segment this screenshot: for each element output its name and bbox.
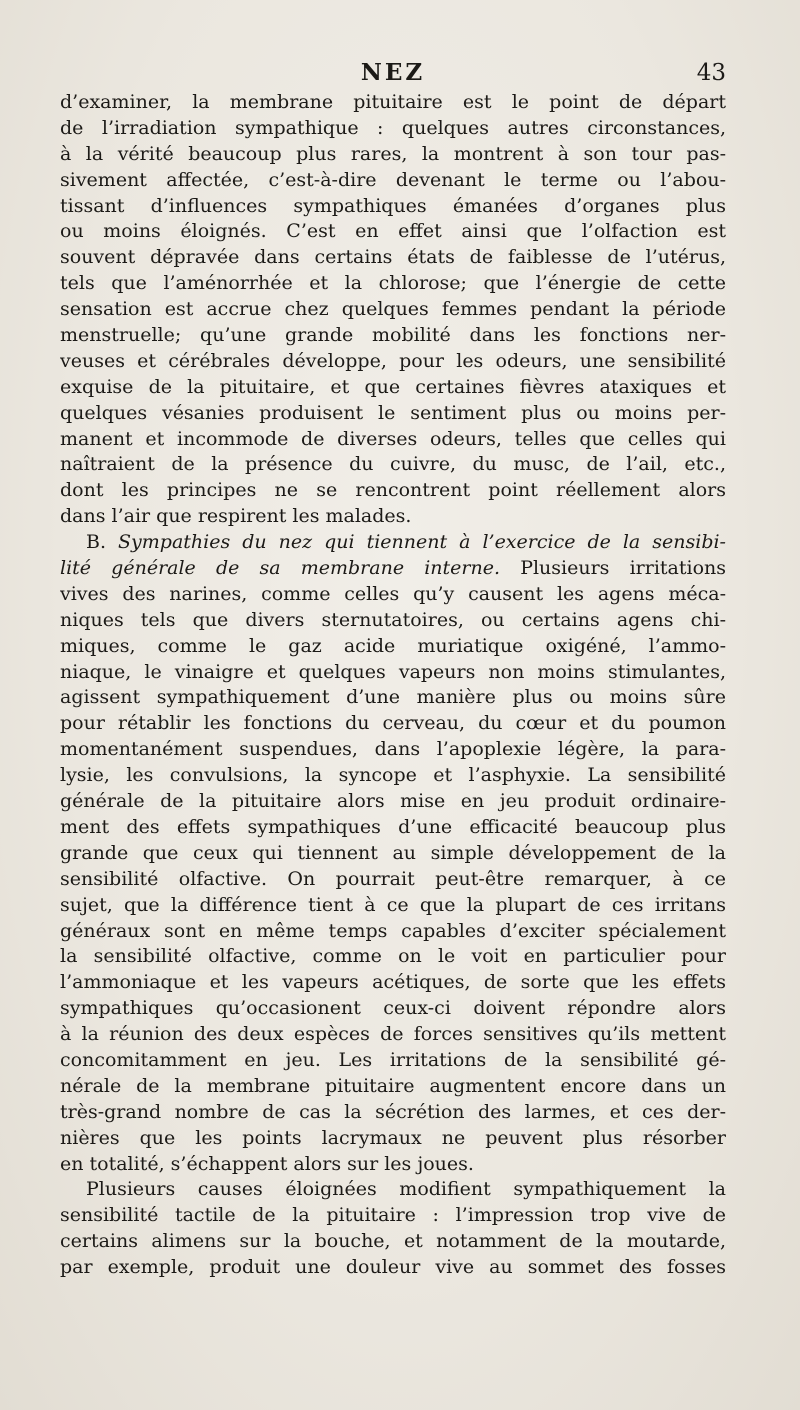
text-line: nérale de la membrane pituitaire augmentent encore dans un	[60, 1074, 726, 1097]
text-line: d’examiner, la membrane pituitaire est le point de départ	[60, 91, 726, 113]
text-line: certains alimens sur la bouche, et notamment de la moutarde,	[60, 1230, 726, 1253]
text-line: généraux sont en même temps capables d’exciter spécialement	[60, 919, 726, 942]
section-b-title-part1: Sympathies du nez qui tiennent à l’exercice de la sensibi-	[118, 531, 726, 554]
text-line: de l’irradiation sympathique : quelques autres circonstances,	[60, 116, 726, 139]
text-line: veuses et cérébrales développe, pour les odeurs, une sensibilité	[60, 349, 726, 372]
text-line: tels que l’aménorrhée et la chlorose; que l’énergie de cette	[60, 272, 726, 295]
text-line: momentanément suspendues, dans l’apoplexie légère, la para-	[60, 738, 726, 761]
body-text	[60, 90, 726, 1281]
section-b-heading	[60, 530, 726, 556]
text-line: vives des narines, comme celles qu’y causent les agens méca-	[60, 582, 726, 605]
text-line: manent et incommode de diverses odeurs, telles que celles qui	[60, 427, 726, 450]
text-line: lysie, les convulsions, la syncope et l’asphyxie. La sensibilité	[60, 764, 726, 787]
text-line: par exemple, produit une douleur vive au sommet des fosses	[60, 1256, 726, 1279]
text-line: souvent dépravée dans certains états de faiblesse de l’utérus,	[60, 246, 726, 269]
section-b-continuation: Plusieurs irritations	[520, 557, 726, 580]
page-header	[60, 58, 726, 88]
text-line: dont les principes ne se rencontrent point réellement alors	[60, 479, 726, 502]
text-line: miques, comme le gaz acide muriatique oxigéné, l’ammo-	[60, 634, 726, 657]
text-line: sujet, que la différence tient à ce que la plupart de ces irritans	[60, 893, 726, 916]
text-line: très-grand nombre de cas la sécrétion des larmes, et ces der-	[60, 1100, 726, 1123]
text-line: en totalité, s’échappent alors sur les joues.	[60, 1152, 474, 1175]
text-line: Plusieurs causes éloignées modifient sympathiquement la	[86, 1178, 726, 1201]
text-line: à la vérité beaucoup plus rares, la montrent à son tour pas-	[60, 142, 726, 165]
section-b-heading-cont	[60, 556, 726, 582]
section-b-label: B.	[86, 531, 107, 554]
text-line: concomitamment en jeu. Les irritations de la sensibilité gé-	[60, 1048, 726, 1071]
text-line: naîtraient de la présence du cuivre, du musc, de l’ail, etc.,	[60, 453, 726, 476]
text-line: l’ammoniaque et les vapeurs acétiques, de sorte que les effets	[60, 971, 726, 994]
text-line: grande que ceux qui tiennent au simple développement de la	[60, 841, 726, 864]
text-line: générale de la pituitaire alors mise en jeu produit ordinaire-	[60, 790, 726, 813]
text-line: la sensibilité olfactive, comme on le voit en particulier pour	[60, 945, 726, 968]
text-line: dans l’air que respirent les malades.	[60, 505, 412, 528]
section-b-title-part2: lité générale de sa membrane interne.	[60, 557, 501, 580]
text-line: pour rétablir les fonctions du cerveau, du cœur et du poumon	[60, 712, 726, 735]
text-line: quelques vésanies produisent le sentiment plus ou moins per-	[60, 401, 726, 424]
text-line: sensibilité olfactive. On pourrait peut-être remarquer, à ce	[60, 867, 726, 890]
text-line: menstruelle; qu’une grande mobilité dans les fonctions ner-	[60, 324, 726, 347]
running-head: NEZ	[360, 59, 426, 86]
text-line: sympathiques qu’occasionent ceux-ci doivent répondre alors	[60, 997, 726, 1020]
text-line: tissant d’influences sympathiques émanées d’organes plus	[60, 194, 726, 217]
text-line: sensation est accrue chez quelques femmes pendant la période	[60, 298, 726, 321]
text-line: sensibilité tactile de la pituitaire : l’impression trop vive de	[60, 1204, 726, 1227]
text-line: sivement affectée, c’est-à-dire devenant le terme ou l’abou-	[60, 168, 726, 191]
text-line: à la réunion des deux espèces de forces sensitives qu’ils mettent	[60, 1023, 726, 1046]
text-line: niaque, le vinaigre et quelques vapeurs non moins stimulantes,	[60, 660, 726, 683]
text-line: agissent sympathiquement d’une manière plus ou moins sûre	[60, 686, 726, 709]
text-line: niques tels que divers sternutatoires, ou certains agens chi-	[60, 608, 726, 631]
text-line: exquise de la pituitaire, et que certaines fièvres ataxiques et	[60, 375, 726, 398]
text-line: ment des effets sympathiques d’une efficacité beaucoup plus	[60, 815, 726, 838]
text-line: ou moins éloignés. C’est en effet ainsi que l’olfaction est	[60, 220, 726, 243]
text-line: nières que les points lacrymaux ne peuvent plus résorber	[60, 1126, 726, 1149]
page-number: 43	[696, 60, 726, 86]
